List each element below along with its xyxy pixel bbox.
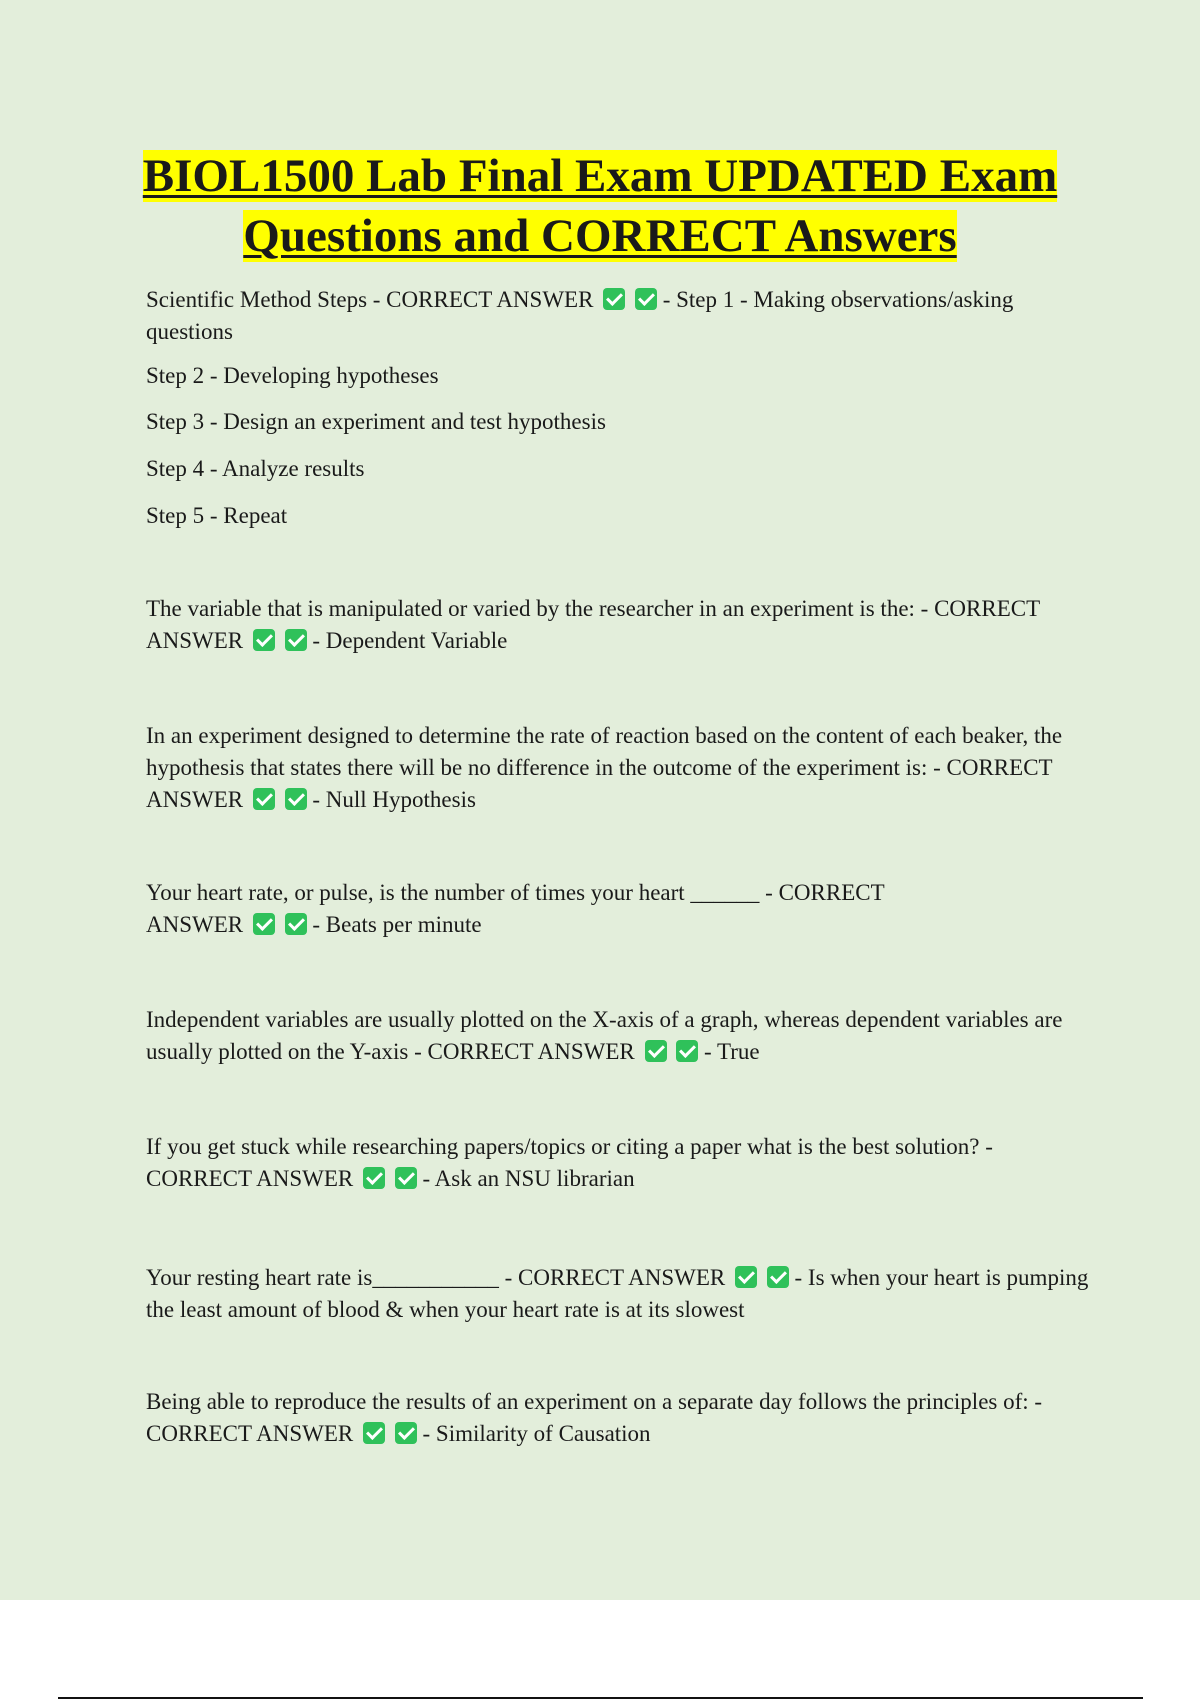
check-box-icon [603, 288, 625, 310]
qa-item-resting-heart-rate: Your resting heart rate is___________ - CORRECT ANSWER - Is when your heart is pumping the least amount of blood & when your heart rate is at its slowest [146, 1265, 1089, 1322]
check-box-icon [395, 1167, 417, 1189]
qa-item-null-hypothesis: In an experiment designed to determine the rate of reaction based on the content of each beaker, the hypothesis that states there will be no difference in the outcome of the experiment is: - CORRECT ANSWER - Null Hypothesis [146, 723, 1063, 812]
check-box-icon [253, 913, 275, 935]
footer-divider [58, 1697, 1143, 1699]
check-box-icon [395, 1422, 417, 1444]
qa-item-axes: Independent variables are usually plotted on the X-axis of a graph, whereas dependent variables are usually plotted on the Y-axis - CORRECT ANSWER - True [146, 1007, 1063, 1064]
check-box-icon [363, 1167, 385, 1189]
check-box-icon [285, 913, 307, 935]
qa-item-reproduce-results: Being able to reproduce the results of an experiment on a separate day follows the principles of: - CORRECT ANSWER - Similarity of Causation [146, 1389, 1043, 1446]
qa-item-heart-rate: Your heart rate, or pulse, is the number of times your heart ______ - CORRECT ANSWER - Beats per minute [146, 880, 885, 937]
qa-item-scientific-method: Scientific Method Steps - CORRECT ANSWER - Step 1 - Making observations/asking questions [146, 287, 1014, 344]
check-box-icon [635, 288, 657, 310]
page-title: BIOL1500 Lab Final Exam UPDATED Exam Questions and CORRECT Answers [142, 150, 1058, 262]
qa-item-research-help: If you get stuck while researching papers/topics or citing a paper what is the best solution? - CORRECT ANSWER - Ask an NSU librarian [146, 1134, 993, 1191]
check-box-icon [253, 629, 275, 651]
check-box-icon [767, 1266, 789, 1288]
qa-step-line: Step 5 - Repeat [146, 503, 288, 528]
check-box-icon [285, 788, 307, 810]
check-box-icon [735, 1266, 757, 1288]
qa-step-line: Step 2 - Developing hypotheses [146, 363, 439, 388]
qa-item-variable: The variable that is manipulated or varied by the researcher in an experiment is the: - CORRECT ANSWER - Dependent Variable [146, 596, 1040, 653]
check-box-icon [645, 1040, 667, 1062]
check-box-icon [363, 1422, 385, 1444]
qa-step-line: Step 3 - Design an experiment and test hypothesis [146, 409, 606, 434]
qa-step-line: Step 4 - Analyze results [146, 456, 365, 481]
check-box-icon [253, 788, 275, 810]
check-box-icon [676, 1040, 698, 1062]
check-box-icon [285, 629, 307, 651]
